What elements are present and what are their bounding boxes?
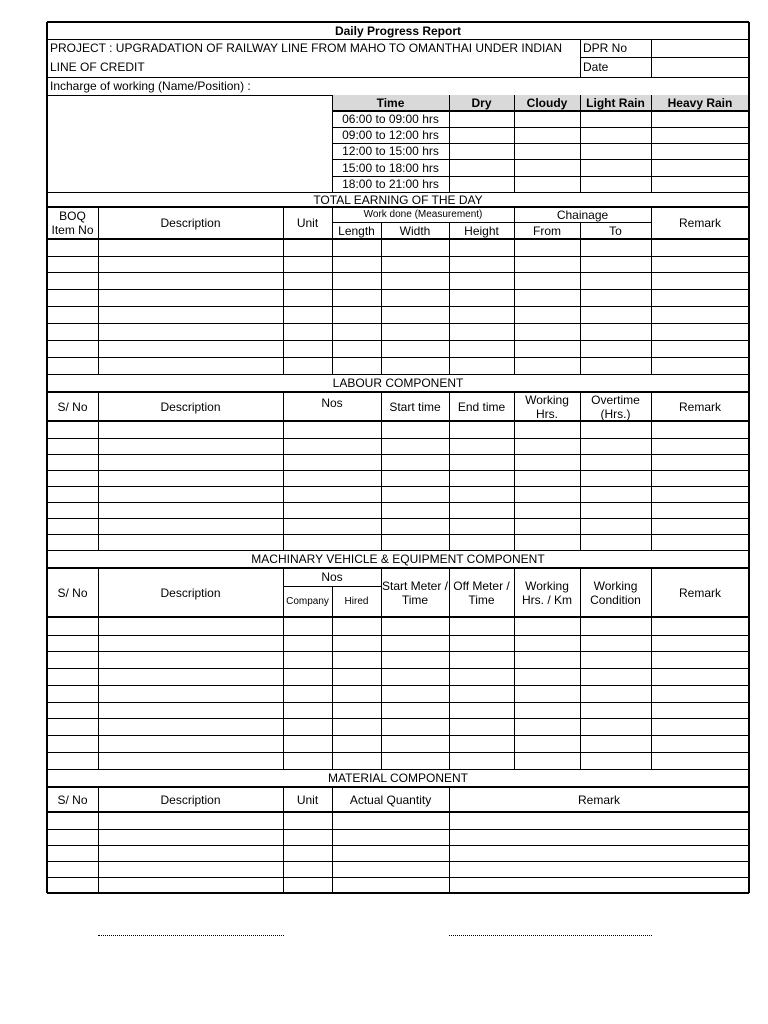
nos-header: Nos <box>321 570 343 584</box>
company-header: Company <box>286 595 329 607</box>
weather-time-slot: 18:00 to 21:00 hrs <box>342 177 439 191</box>
signature-line-right[interactable] <box>449 935 652 936</box>
weather-time-slot: 15:00 to 18:00 hrs <box>342 160 439 175</box>
weather-checkbox-cell[interactable] <box>652 144 748 158</box>
weather-checkbox-cell[interactable] <box>652 177 748 191</box>
machinery-entry-row[interactable] <box>48 636 748 650</box>
material-entry-row[interactable] <box>48 878 748 892</box>
machinery-entry-row[interactable] <box>48 719 748 734</box>
material-entry-row[interactable] <box>48 830 748 844</box>
earning-entry-row[interactable] <box>48 341 748 356</box>
weather-checkbox-cell[interactable] <box>581 177 650 191</box>
description-header: Description <box>160 399 221 414</box>
remark-header: Remark <box>678 216 721 230</box>
labour-entry-row[interactable] <box>48 487 748 501</box>
remark-header: Remark <box>577 792 620 807</box>
date-label: Date <box>583 59 609 74</box>
chainage-to-header: To <box>609 223 622 238</box>
weather-time-slot: 12:00 to 15:00 hrs <box>342 144 439 158</box>
incharge-field[interactable] <box>320 78 749 94</box>
machinery-entry-row[interactable] <box>48 686 748 701</box>
sno-header: S/ No <box>57 585 88 600</box>
weather-condition-header: Heavy Rain <box>667 96 733 110</box>
labour-entry-row[interactable] <box>48 455 748 469</box>
labour-entry-row[interactable] <box>48 503 748 517</box>
weather-checkbox-cell[interactable] <box>450 177 513 191</box>
project-line-2: LINE OF CREDIT <box>50 59 145 74</box>
length-header: Length <box>338 223 375 238</box>
start-meter-header: Start Meter / Time <box>381 578 449 607</box>
outer-bottom-border <box>47 892 749 893</box>
weather-checkbox-cell[interactable] <box>652 128 748 142</box>
weather-checkbox-cell[interactable] <box>515 160 579 175</box>
machinery-entry-row[interactable] <box>48 736 748 751</box>
description-header: Description <box>160 216 221 230</box>
chainage-header: Chainage <box>556 207 609 222</box>
working-hrs-km-header: Working Hrs. / Km <box>522 578 572 607</box>
date-field[interactable] <box>652 58 749 76</box>
project-line-1: PROJECT : UPGRADATION OF RAILWAY LINE FROM MAHO TO OMANTHAI UNDER INDIAN <box>50 41 563 55</box>
weather-condition-header: Dry <box>471 96 492 110</box>
weather-checkbox-cell[interactable] <box>581 112 650 126</box>
weather-checkbox-cell[interactable] <box>515 112 579 126</box>
material-entry-row[interactable] <box>48 813 748 828</box>
weather-condition-header: Cloudy <box>526 96 568 110</box>
report-title: Daily Progress Report <box>334 23 462 38</box>
outer-right-border <box>748 22 749 893</box>
weather-checkbox-cell[interactable] <box>581 144 650 158</box>
description-header: Description <box>160 585 221 600</box>
earning-entry-row[interactable] <box>48 257 748 271</box>
earning-entry-row[interactable] <box>48 358 748 373</box>
labour-section-title: LABOUR COMPONENT <box>332 376 464 390</box>
unit-header: Unit <box>296 792 319 807</box>
machinery-entry-row[interactable] <box>48 703 748 717</box>
width-header: Width <box>399 223 431 238</box>
weather-checkbox-cell[interactable] <box>652 112 748 126</box>
earning-entry-row[interactable] <box>48 307 748 322</box>
overtime-header: Overtime (Hrs.) <box>591 392 640 421</box>
work-done-header: Work done (Measurement) <box>363 208 483 220</box>
nos-header: Nos <box>321 396 343 410</box>
labour-entry-row[interactable] <box>48 439 748 453</box>
earning-entry-row[interactable] <box>48 273 748 288</box>
labour-entry-row[interactable] <box>48 519 748 533</box>
weather-checkbox-cell[interactable] <box>515 128 579 142</box>
incharge-label: Incharge of working (Name/Position) : <box>50 79 251 93</box>
dpr-no-label: DPR No <box>583 41 628 55</box>
earning-entry-row[interactable] <box>48 240 748 255</box>
weather-checkbox-cell[interactable] <box>581 128 650 142</box>
machinery-entry-row[interactable] <box>48 669 748 684</box>
remark-header: Remark <box>678 585 721 600</box>
sno-header: S/ No <box>57 792 88 807</box>
actual-quantity-header: Actual Quantity <box>349 792 432 807</box>
start-time-header: Start time <box>389 399 441 414</box>
machinery-entry-row[interactable] <box>48 753 748 768</box>
description-header: Description <box>160 792 221 807</box>
end-time-header: End time <box>457 399 506 414</box>
weather-checkbox-cell[interactable] <box>515 177 579 191</box>
remark-header: Remark <box>678 399 721 414</box>
weather-checkbox-cell[interactable] <box>450 160 513 175</box>
weather-time-slot: 06:00 to 09:00 hrs <box>342 112 439 126</box>
working-hrs-header: Working Hrs. <box>525 392 569 421</box>
weather-checkbox-cell[interactable] <box>581 160 650 175</box>
weather-condition-header: Light Rain <box>586 96 645 110</box>
machinery-entry-row[interactable] <box>48 618 748 634</box>
labour-entry-row[interactable] <box>48 471 748 485</box>
machinery-section-title: MACHINARY VEHICLE & EQUIPMENT COMPONENT <box>251 552 545 566</box>
outer-left-border <box>46 22 47 893</box>
off-meter-header: Off Meter / Time <box>453 578 510 607</box>
weather-time-header: Time <box>376 96 405 110</box>
labour-entry-row[interactable] <box>48 422 748 437</box>
weather-checkbox-cell[interactable] <box>652 160 748 175</box>
hired-header: Hired <box>344 595 369 607</box>
labour-entry-row[interactable] <box>48 535 748 549</box>
weather-checkbox-cell[interactable] <box>515 144 579 158</box>
weather-time-slot: 09:00 to 12:00 hrs <box>342 128 439 142</box>
boq-item-header: BOQ Item No <box>51 209 94 237</box>
machinery-entry-row[interactable] <box>48 652 748 667</box>
working-condition-header: Working Condition <box>590 578 641 607</box>
weather-checkbox-cell[interactable] <box>450 112 513 126</box>
material-section-title: MATERIAL COMPONENT <box>327 771 468 785</box>
height-header: Height <box>464 223 499 238</box>
earning-section-title: TOTAL EARNING OF THE DAY <box>313 192 483 207</box>
weather-checkbox-cell[interactable] <box>450 128 513 142</box>
sno-header: S/ No <box>57 399 88 414</box>
weather-checkbox-cell[interactable] <box>450 144 513 158</box>
earning-entry-row[interactable] <box>48 324 748 339</box>
earning-entry-row[interactable] <box>48 290 748 305</box>
material-entry-row[interactable] <box>48 846 748 860</box>
signature-line-left[interactable] <box>98 935 284 936</box>
unit-header: Unit <box>296 216 319 230</box>
dpr-no-field[interactable] <box>652 40 749 56</box>
chainage-from-header: From <box>533 223 561 238</box>
material-entry-row[interactable] <box>48 862 748 876</box>
